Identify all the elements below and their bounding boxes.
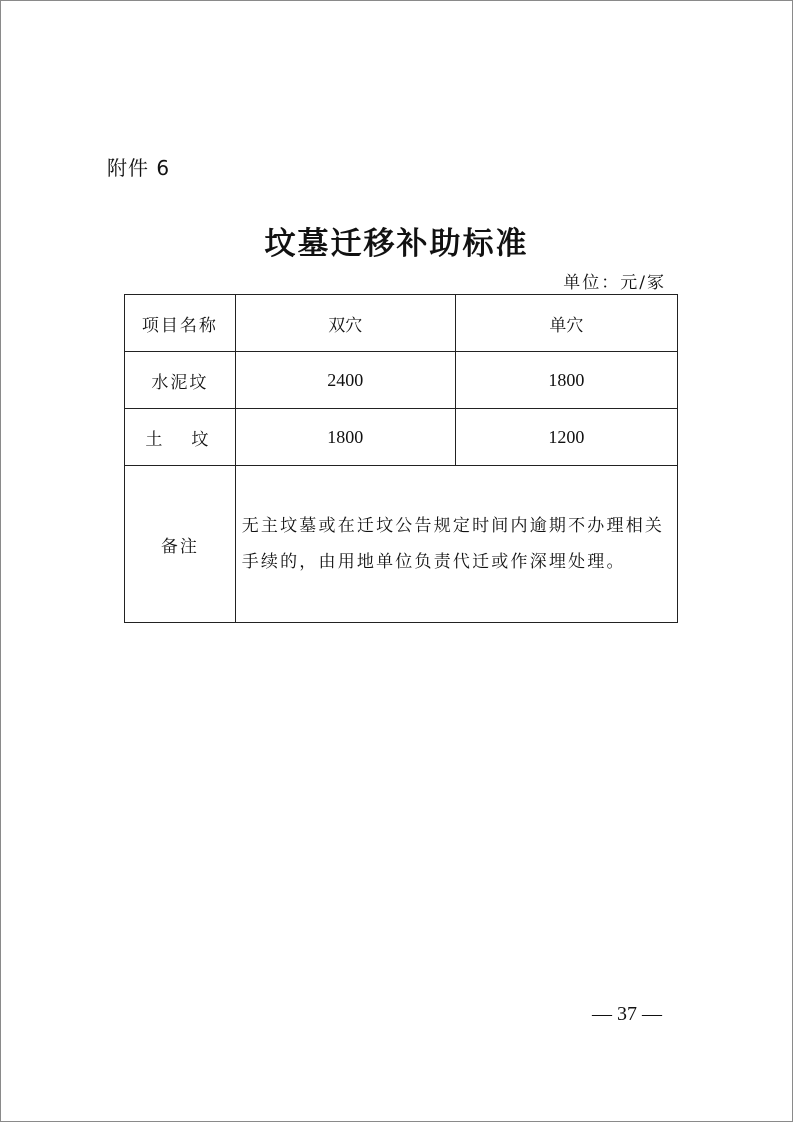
- table-row: [125, 352, 678, 409]
- cell-cement-single: 1800: [455, 352, 677, 409]
- table-header-row: [125, 295, 678, 352]
- unit-label: 单位：元/冢: [563, 273, 666, 293]
- note-label: 备注: [125, 466, 236, 623]
- attachment-label: 附件 6: [107, 156, 171, 180]
- note-text: 无主坟墓或在迁坟公告规定时间内逾期不办理相关手续的，由用地单位负责代迁或作深埋处理。: [235, 466, 677, 623]
- compensation-table: [124, 294, 678, 623]
- column-header-double: 双穴: [235, 295, 455, 352]
- row-label-earth-grave: 土 坟: [125, 409, 236, 466]
- cell-earth-double: 1800: [235, 409, 455, 466]
- row-label-cement-grave: 水泥坟: [125, 352, 236, 409]
- page-title: 坟墓迁移补助标准: [264, 226, 529, 262]
- cell-cement-double: 2400: [235, 352, 455, 409]
- cell-earth-single: 1200: [455, 409, 677, 466]
- table-row: [125, 409, 678, 466]
- page-number: — 37 —: [592, 1003, 662, 1025]
- column-header-single: 单穴: [455, 295, 677, 352]
- table-note-row: [125, 466, 678, 623]
- column-header-item-name: 项目名称: [125, 295, 236, 352]
